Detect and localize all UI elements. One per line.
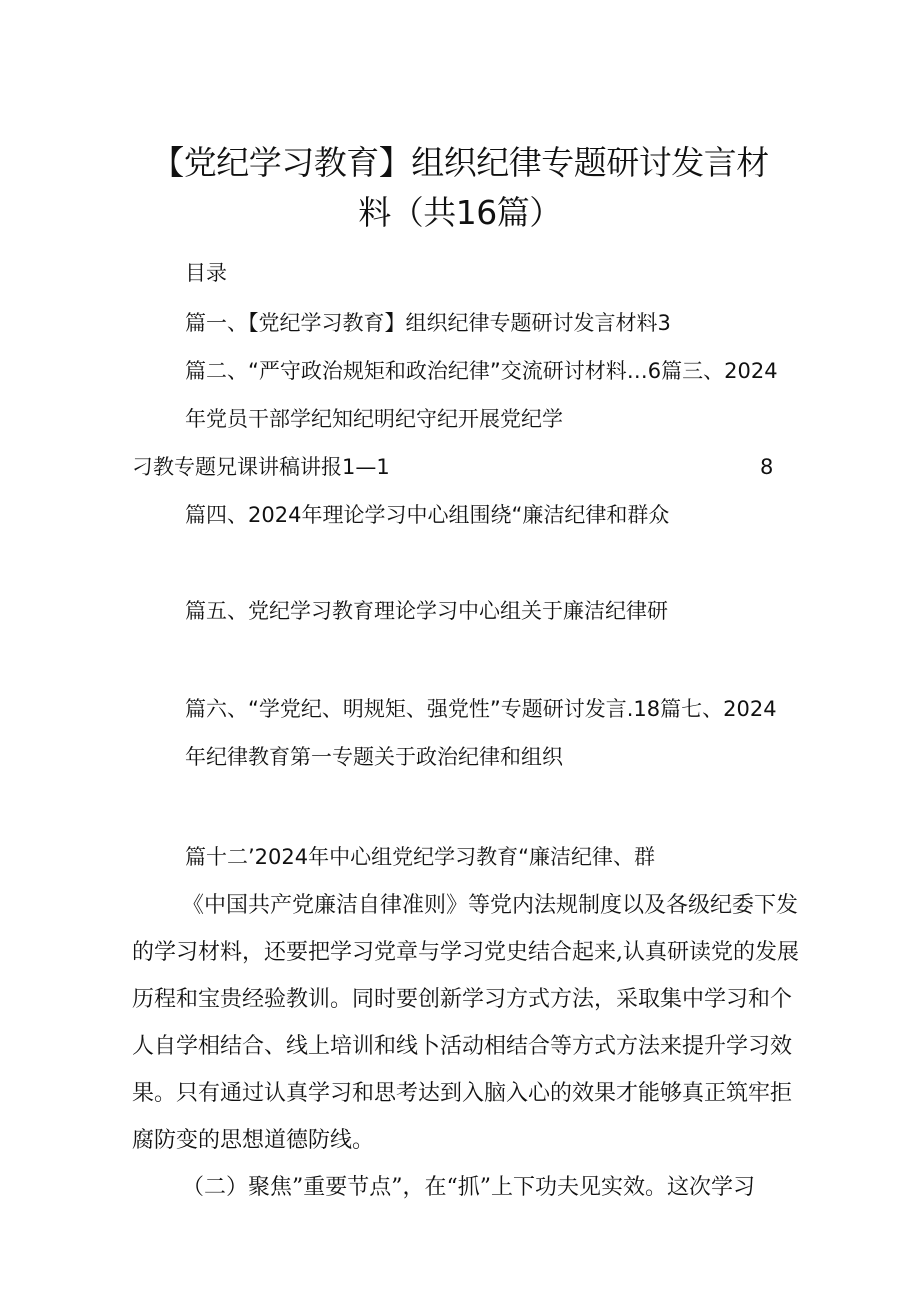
document-title-line-2: 料（共16篇） [358,193,562,232]
toc-entry-3-continued: 年党员干部学纪知纪明纪守纪开展党纪学 [185,407,563,431]
toc-entry-1: 篇一、【党纪学习教育】组织纪律专题研讨发言材料3 [185,311,671,335]
toc-heading: 目录 [185,261,227,285]
toc-entry-5: 篇五、党纪学习教育理论学习中心组关于廉洁纪律研 [185,599,668,623]
document-title-line-1: 【党纪学习教育】组织纪律专题研讨发言材 [151,143,769,182]
toc-entry-12: 篇十二’2024年中心组党纪学习教育“廉洁纪律、群 [185,845,655,869]
toc-entry-6: 篇六、“学党纪、明规矩、强党性”专题研讨发言.18篇七、2024 [185,697,777,721]
body-paragraph-line: 《中国共产党廉洁自律准则》等党内法规制度以及各级纪委下发 [182,893,799,918]
body-paragraph-line: 的学习材料，还要把学习党章与学习党史结合起来,认真研读党的发展 [132,940,799,965]
toc-page-number: 8 [760,455,774,479]
toc-entry-3-tail: 刁教专题兄课讲稿讲报1—1 [132,455,390,479]
body-paragraph-line: 果。只有通过认真学习和思考达到入脑入心的效果才能够真正筑牢拒 [132,1081,793,1106]
body-paragraph-line: 历程和宝贵经验教训。同时要创新学习方式方法，采取集中学习和个 [132,987,793,1012]
toc-entry-7-continued: 年纪律教育第一专题关于政治纪律和组织 [185,745,563,769]
body-paragraph-line: 腐防变的思想道德防线。 [132,1128,375,1153]
body-paragraph-line: 人自学相结合、线上培训和线卜活动相结合等方式方法来提升学习效 [132,1034,793,1059]
toc-entry-4: 篇四、2024年理论学习中心组围绕“廉洁纪律和群众 [185,503,670,527]
toc-entry-2: 篇二、“严守政治规矩和政治纪律”交流研讨材料…6篇三、2024 [185,359,778,383]
body-paragraph-line: （二）聚焦”重要节点”，在“抓”上下功夫见实效。这次学习 [182,1175,755,1200]
